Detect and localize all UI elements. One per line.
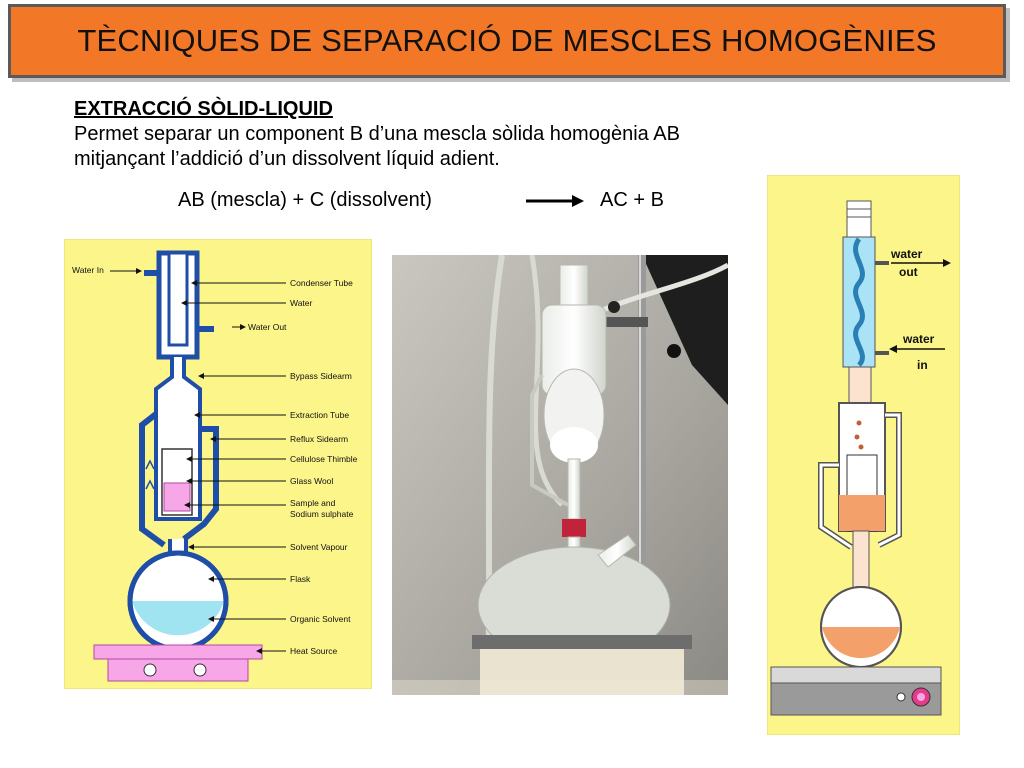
label-heat-source: Heat Source: [290, 646, 338, 656]
label-water-out: Water Out: [248, 322, 287, 332]
label-sample: Sample and: [290, 498, 336, 508]
label-organic-solvent: Organic Solvent: [290, 614, 351, 624]
label-reflux-sidearm: Reflux Sidearm: [290, 434, 349, 444]
label-extraction-tube: Extraction Tube: [290, 410, 350, 420]
label-solvent-vapour: Solvent Vapour: [290, 542, 348, 552]
description-line-1: Permet separar un component B d’una mescla sòlida homogènia AB: [74, 123, 680, 145]
label-water-in-1: water: [903, 332, 935, 346]
label-glass-wool: Glass Wool: [290, 476, 334, 486]
label-water-out-2: out: [899, 265, 918, 279]
label-water-in: Water In: [72, 265, 104, 275]
label-sodium-sulphate: Sodium sulphate: [290, 509, 354, 519]
equation-reactants: AB (mescla) + C (dissolvent): [178, 189, 432, 211]
title-banner: [8, 4, 1006, 78]
section-text: [74, 96, 974, 172]
page-title: TÈCNIQUES DE SEPARACIÓ DE MESCLES HOMOGÈNIES: [77, 23, 937, 58]
reaction-arrow-icon: [524, 190, 586, 212]
label-water-out-1: water: [891, 247, 923, 261]
label-water: Water: [290, 298, 313, 308]
soxhlet-apparatus-diagram: [767, 175, 960, 735]
label-flask: Flask: [290, 574, 311, 584]
description-line-2: mitjançant l’addició d’un dissolvent líquid adient.: [74, 148, 500, 170]
label-bypass-sidearm: Bypass Sidearm: [290, 371, 352, 381]
soxhlet-labelled-diagram: [64, 239, 372, 689]
label-condenser-tube: Condenser Tube: [290, 278, 353, 288]
soxhlet-apparatus-photo: [392, 255, 728, 695]
label-water-in-2: in: [917, 358, 928, 372]
section-heading: EXTRACCIÓ SÒLID-LIQUID: [74, 98, 333, 120]
equation-products: AC + B: [600, 189, 664, 211]
label-cellulose-thimble: Cellulose Thimble: [290, 454, 358, 464]
